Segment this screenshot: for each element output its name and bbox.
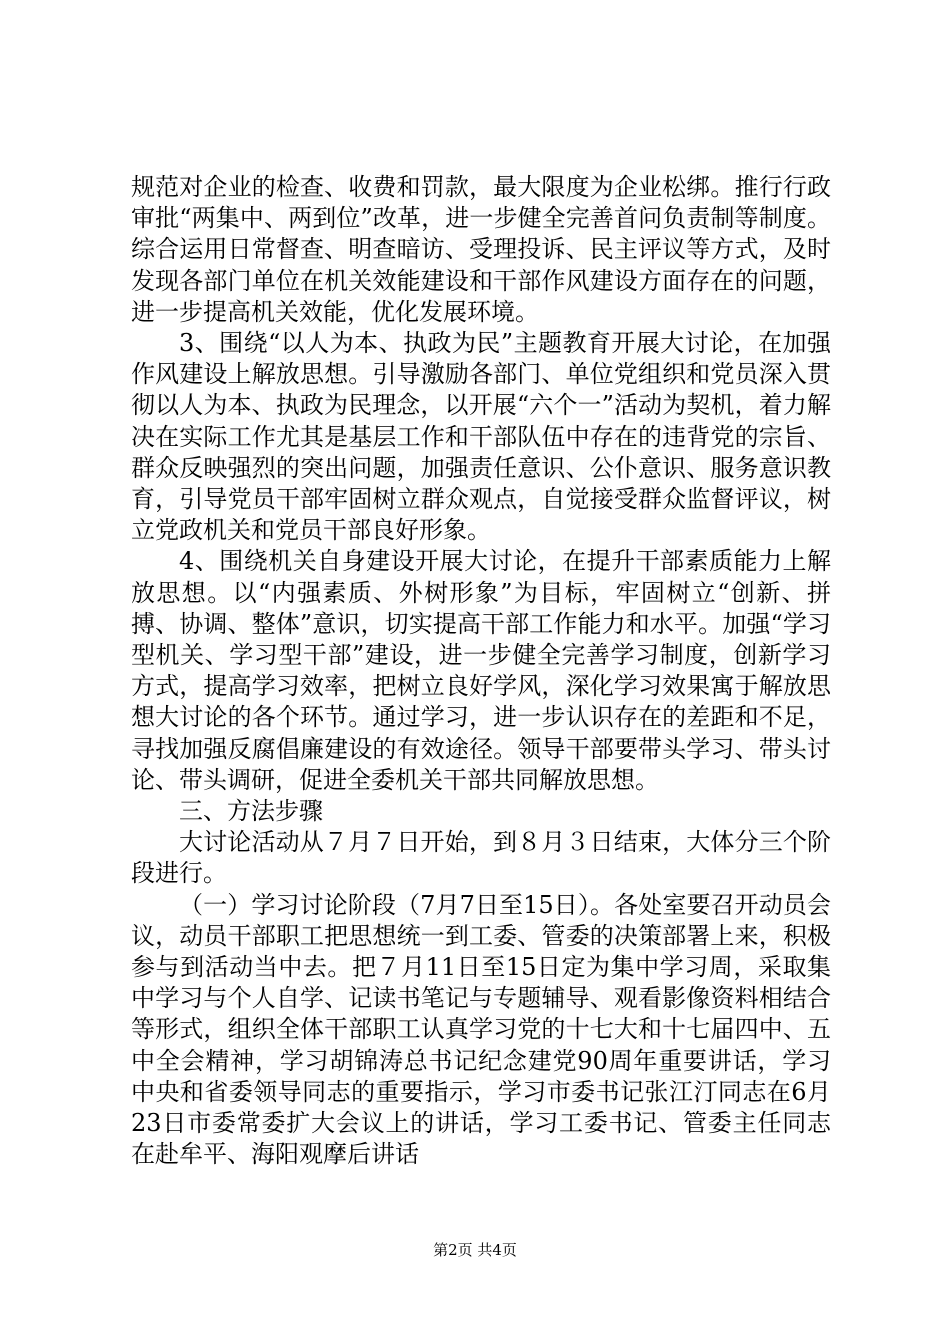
page-number-footer: 第2页 共4页 bbox=[433, 1241, 517, 1259]
paragraph-schedule: 大讨论活动从７月７日开始，到８月３日结束，大体分三个阶段进行。 bbox=[131, 828, 831, 888]
paragraph-item-3: 3、围绕“以人为本、执政为民”主题教育开展大讨论，在加强作风建设上解放思想。引导激励各部门、单位党组织和党员深入贯彻以人为本、执政为民理念，以开展“六个一”活动为契机，着力解决在实际工作尤其是基层工作和干部队伍中存在的违背党的宗旨、群众反映强烈的突出问题，加强责任意识、公仆意识、服务意识教育，引导党员干部牢固树立群众观点，自觉接受群众监督评议，树立党政机关和党员干部良好形象。 bbox=[131, 329, 831, 545]
document-body bbox=[131, 172, 831, 1171]
paragraph-stage-one: （一）学习讨论阶段（7月7日至15日）。各处室要召开动员会议，动员干部职工把思想统一到工委、管委的决策部署上来，积极参与到活动当中去。把７月11日至15日定为集中学习周，采取集中学习与个人自学、记读书笔记与专题辅导、观看影像资料相结合等形式，组织全体干部职工认真学习党的十七大和十七届四中、五中全会精神，学习胡锦涛总书记纪念建党90周年重要讲话，学习中央和省委领导同志的重要指示，学习市委书记张江汀同志在6月23日市委常委扩大会议上的讲话，学习工委书记、管委主任同志在赴牟平、海阳观摩后讲话 bbox=[131, 890, 831, 1169]
section-heading-methods: 三、方法步骤 bbox=[179, 797, 323, 826]
paragraph-efficiency-continued: 规范对企业的检查、收费和罚款，最大限度为企业松绑。推行行政审批“两集中、两到位”改革，进一步健全完善首问负责制等制度。综合运用日常督查、明查暗访、受理投诉、民主评议等方式，及时发现各部门单位在机关效能建设和干部作风建设方面存在的问题，进一步提高机关效能，优化发展环境。 bbox=[131, 173, 831, 326]
paragraph-item-4: 4、围绕机关自身建设开展大讨论，在提升干部素质能力上解放思想。以“内强素质、外树形象”为目标，牢固树立“创新、拼搏、协调、整体”意识，切实提高干部工作能力和水平。加强“学习型机关、学习型干部”建设，进一步健全完善学习制度，创新学习方式，提高学习效率，把树立良好学风，深化学习效果寓于解放思想大讨论的各个环节。通过学习，进一步认识存在的差距和不足，寻找加强反腐倡廉建设的有效途径。领导干部要带头学习、带头讨论、带头调研，促进全委机关干部共同解放思想。 bbox=[131, 547, 831, 794]
